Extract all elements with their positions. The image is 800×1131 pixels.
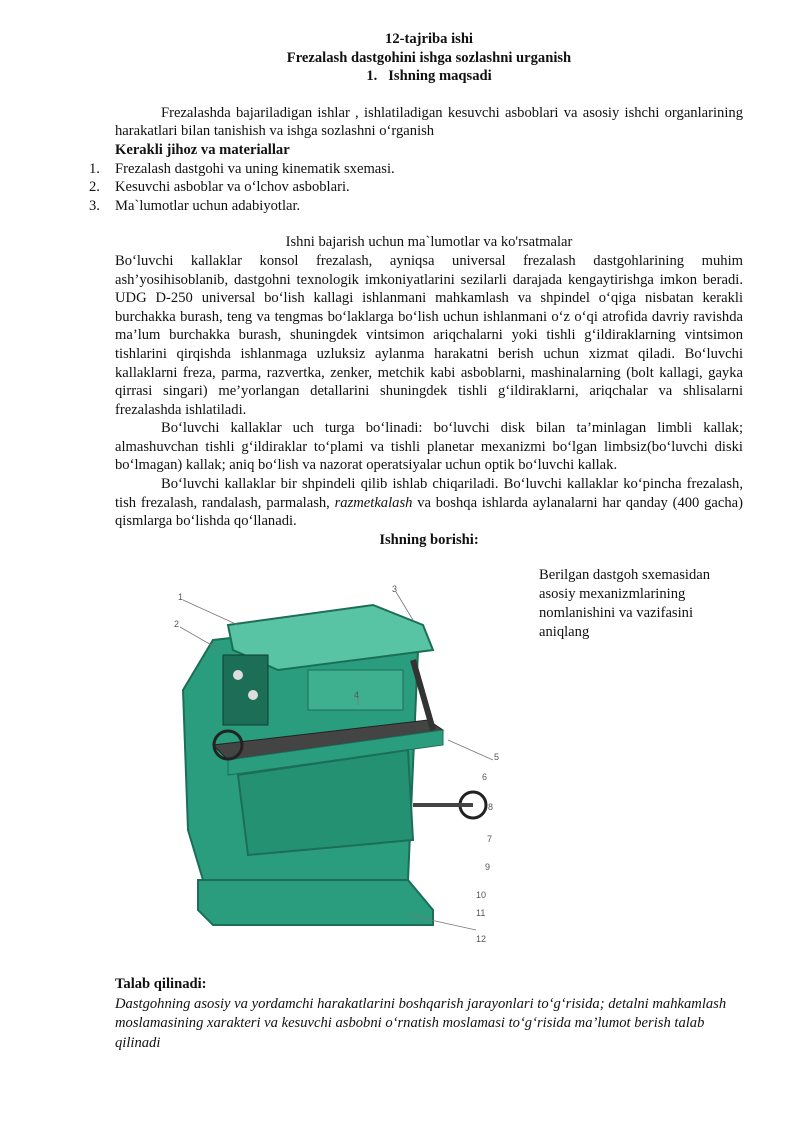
list-item — [89, 178, 743, 197]
callout-1: 1 — [178, 592, 184, 602]
callout-11: 11 — [476, 908, 486, 918]
instructions-paragraph-1: Bo‘luvchi kallaklar konsol frezalash, ayniqsa universal frezalash dastgohlarining muhim ash’yosihisoblanib, dastgohni texnologik imkoniyatlarini sezilarli darajada kengaytirishga imkon beradi. UDG D-250 universal bo‘lish kallagi ishlanmani mahkamlash va shpindel o‘qiga nisbatan kerakli burchakka burash, teng va tengmas bo‘laklarga bo‘lish uchun ishlanmani o‘z o‘qi atrofida davriy ravishda ma’lum burchakka burash, shuningdek vintsimon ariqchalarni yoki tishli g‘ildiraklarning vintsimon tishlarini qirqishda ishlanmaga uzluksiz aylanma harakatni berish uchun xizmat qiladi. Bo‘luvchi kallaklarni freza, parma, razvertka, zenker, metchik kabi asboblarni, mashinalarning (bolt kallagi, gayka qirrasi singari) me’yorlangan detallarini shuningdek tishli g‘ildiraklarni, ariqchalar va shlisalarni frezalashda ishlatiladi. — [115, 252, 743, 418]
list-number: 1. — [89, 160, 100, 177]
equipment-heading: Kerakli jihoz va materiallar — [115, 141, 290, 158]
list-text: Frezalash dastgohi va uning kinematik sxemasi. — [115, 160, 395, 177]
spacer — [115, 86, 743, 104]
paragraph-text: va boshqa ishlarda aylanalarni har qanday (400 gacha) qismlarga bo‘lishda qo‘llanadi. — [115, 494, 743, 530]
list-item — [89, 197, 743, 216]
milling-machine-illustration — [158, 580, 498, 950]
paragraph-italic-term: razmetkalash — [334, 494, 413, 511]
lab-number: 12-tajriba ishi — [385, 31, 473, 47]
goal-heading-line — [115, 67, 743, 86]
goal-heading: Ishning maqsadi — [388, 68, 492, 85]
progress-heading: Ishning borishi: — [379, 531, 479, 548]
callout-5: 5 — [494, 752, 500, 762]
goal-number: 1. — [366, 68, 378, 85]
callout-3: 3 — [392, 584, 398, 594]
equipment-list — [89, 160, 743, 216]
spacer — [115, 215, 743, 233]
list-text: Kesuvchi asboblar va o‘lchov asboblari. — [115, 179, 350, 196]
list-item — [89, 160, 743, 179]
callout-10: 10 — [476, 890, 487, 900]
list-text: Ma`lumotlar uchun adabiyotlar. — [115, 197, 301, 214]
requirements-heading: Talab qilinadi: — [115, 976, 207, 992]
machine-base — [198, 880, 433, 925]
list-number: 3. — [89, 197, 100, 214]
requirements-text: Dastgohning asosiy va yordamchi harakatlarini boshqarish jarayonlari to‘g‘risida; detalni mahkamlash moslamasining xarakteri va kesuvchi asbobni o‘rnatish moslamasi to‘g‘risida ma’lumot berish talab qilinadi — [115, 995, 727, 1051]
control-panel — [223, 655, 268, 725]
callout-9: 9 — [485, 862, 491, 872]
goal-text: Frezalashda bajariladigan ishlar , ishlatiladigan kesuvchi asboblari va asosiy ishchi organlarining harakatlari bilan tanishish va ishga sozlashni o‘rganish — [115, 104, 743, 140]
requirements-section — [115, 975, 743, 1053]
side-note: Berilgan dastgoh sxemasidan asosiy mexanizmlarining nomlanishini va vazifasini aniqlang — [539, 567, 711, 640]
callout-12: 12 — [476, 934, 487, 944]
control-knob — [233, 670, 243, 680]
callout-6: 6 — [482, 772, 488, 782]
callout-8: 8 — [488, 802, 494, 812]
list-number: 2. — [89, 179, 100, 196]
callout-4: 4 — [354, 690, 360, 700]
paragraph-text: Bo‘luvchi kallaklar bir shpindeli qilib ishlab chiqariladi. Bo‘luvchi kallaklar ko‘pincha frezalash, tish frezalash, randalash, parmalash, — [115, 476, 743, 511]
milling-machine-figure — [158, 580, 498, 950]
page-title: Frezalash dastgohini ishga sozlashni urganish — [286, 49, 572, 66]
control-knob — [248, 690, 258, 700]
instructions-paragraph-3 — [115, 475, 743, 531]
callout-2: 2 — [174, 619, 180, 629]
document-page — [89, 30, 743, 549]
instructions-heading: Ishni bajarish uchun ma`lumotlar va ko'rsatmalar — [285, 234, 573, 251]
callout-7: 7 — [487, 834, 493, 844]
instructions-paragraph-2: Bo‘luvchi kallaklar uch turga bo‘linadi: bo‘luvchi disk bilan ta’minlagan limbli kallak; almashuvchan tishli g‘ildiraklar to‘plami va tishli planetar mexanizmi bo‘lgan limbsiz(bo‘luvchi diski bo‘lmagan) kallak; aniq bo‘lish va nazorat operatsiyalar uchun optik bo‘luvchi kallak. — [115, 420, 743, 474]
